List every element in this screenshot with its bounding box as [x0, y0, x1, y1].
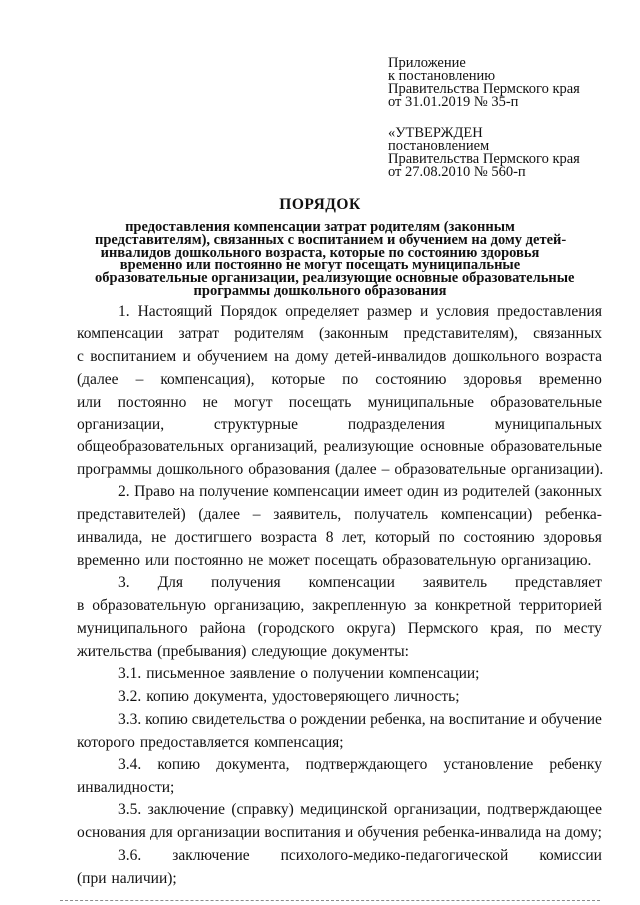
approval-line: «УТВЕРЖДЕН [388, 125, 483, 141]
body-line: общеобразовательных организаций, реализующие основные образовательные [77, 438, 602, 455]
approval-stamp [388, 127, 580, 179]
body-line: с воспитанием и обучением на дому детей-инвалидов дошкольного возраста [77, 348, 602, 365]
body-line: инвалида, не достигшего возраста 8 лет, который по состоянию здоровья [77, 529, 602, 546]
body-line: 3.4. копию документа, подтверждающего установление ребенку [118, 756, 602, 773]
approval-line: Правительства Пермского края [388, 151, 580, 167]
appendix-line: к постановлению [388, 68, 496, 84]
body-line: (при наличии); [77, 870, 177, 887]
body-line: 3.2. копию документа, удостоверяющего личность; [118, 688, 460, 705]
body-line: 3.5. заключение (справку) медицинской организации, подтверждающее [118, 801, 602, 818]
body-line: 2. Право на получение компенсации имеет один из родителей (законных [118, 483, 602, 500]
body-line: муниципального района (городского округа) Пермского края, по месту [77, 620, 602, 637]
body-line: жительства (пребывания) следующие документы: [77, 643, 409, 660]
body-line: 3.3. копию свидетельства о рождении ребенка, на воспитание и обучение [118, 711, 602, 728]
body-line: 1. Настоящий Порядок определяет размер и условия предоставления [118, 303, 602, 320]
body-line: инвалидности; [77, 779, 175, 796]
approval-line: постановлением [388, 138, 490, 154]
appendix-stamp [388, 57, 580, 109]
body-line: 3.1. письменное заявление о получении компенсации; [118, 665, 480, 682]
body-line: программы дошкольного образования (далее – образовательные организации). [77, 461, 604, 478]
subtitle-line: представителям), связанных с воспитанием и обучением на дому детей- [95, 231, 567, 248]
subtitle-line: образовательные организации, реализующие основные образовательные [95, 270, 575, 287]
body-line: которого предоставляется компенсация; [77, 734, 344, 751]
appendix-line: от 31.01.2019 № 35-п [388, 94, 519, 110]
page-bottom-rule [60, 900, 600, 901]
appendix-line: Правительства Пермского края [388, 81, 580, 97]
body-line: компенсации затрат родителям (законным представителям), связанных [77, 325, 602, 342]
body-line: 3. Для получения компенсации заявитель представляет [118, 574, 602, 591]
body-line: (далее – компенсация), которые по состоянию здоровья временно [77, 371, 602, 388]
body-line: организации, структурные подразделения муниципальных [77, 416, 602, 433]
body-line: или постоянно не могут посещать муниципальные образовательные [77, 394, 602, 411]
subtitle-line: предоставления компенсации затрат родителям (законным [125, 219, 515, 235]
appendix-line: Приложение [388, 55, 466, 71]
document-title: ПОРЯДОК [279, 196, 361, 213]
body-line: в образовательную организацию, закрепленную за конкретной территорией [77, 597, 602, 614]
body-line: представителей) (далее – заявитель, получатель компенсации) ребенка- [77, 506, 602, 523]
subtitle-line: временно или постоянно не могут посещать муниципальные [119, 257, 521, 274]
body-line: основания для организации воспитания и обучения ребенка-инвалида на дому; [77, 824, 602, 841]
document-subtitle [95, 219, 575, 299]
subtitle-line: инвалидов дошкольного возраста, которые по состоянию здоровья [100, 244, 540, 261]
approval-line: от 27.08.2010 № 560-п [388, 164, 526, 180]
subtitle-line: программы дошкольного образования [193, 282, 447, 299]
body-line: временно или постоянно не может посещать образовательную организацию. [77, 552, 592, 569]
body-line: 3.6. заключение психолого-медико-педагогической комиссии [118, 847, 602, 864]
